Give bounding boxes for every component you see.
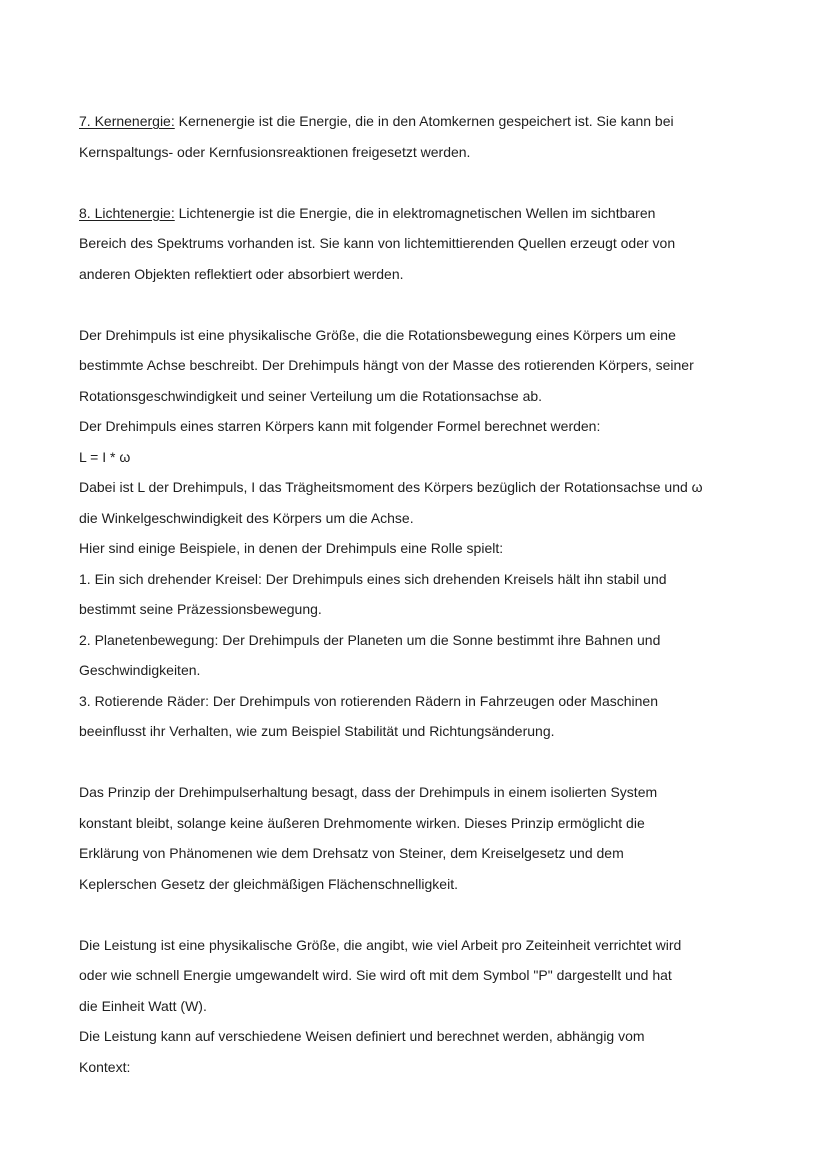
text-line: bestimmt seine Präzessionsbewegung. — [79, 601, 322, 617]
text-line: Kontext: — [79, 1058, 131, 1075]
text-line: Rotationsgeschwindigkeit und seiner Verteilung um die Rotationsachse ab. — [79, 387, 543, 404]
paragraph-spacer — [79, 167, 768, 198]
text-line: konstant bleibt, solange keine äußeren Drehmomente wirken. Dieses Prinzip ermöglicht die — [79, 814, 645, 831]
text-line: beeinflusst ihr Verhalten, wie zum Beispiel Stabilität und Richtungsänderung. — [79, 723, 555, 739]
text-line: Erklärung von Phänomenen wie dem Drehsatz von Steiner, dem Kreiselgesetz und dem — [79, 845, 624, 861]
text-line — [79, 106, 768, 137]
text-line: Der Drehimpuls eines starren Körpers kann mit folgender Formel berechnet werden: — [79, 418, 601, 434]
formula-line: L = I * ω — [79, 448, 131, 465]
text-line: anderen Objekten reflektiert oder absorbiert werden. — [79, 265, 404, 282]
lichtenergie-section — [79, 198, 768, 290]
text-line: oder wie schnell Energie umgewandelt wird. Sie wird oft mit dem Symbol "P" dargestellt und hat — [79, 967, 672, 983]
section-heading: 8. Lichtenergie: — [79, 204, 175, 221]
text-line: Keplerschen Gesetz der gleichmäßigen Flächenschnelligkeit. — [79, 875, 458, 892]
paragraph-spacer — [79, 899, 768, 930]
drehimpuls-section — [79, 320, 768, 747]
list-item: 3. Rotierende Räder: Der Drehimpuls von rotierenden Rädern in Fahrzeugen oder Maschinen — [79, 692, 658, 709]
text-line — [79, 198, 768, 229]
text-line: die Winkelgeschwindigkeit des Körpers um die Achse. — [79, 509, 414, 526]
kernenergie-section — [79, 106, 768, 167]
text-line: Geschwindigkeiten. — [79, 662, 201, 678]
leistung-section — [79, 930, 768, 1083]
text-run: Kernenergie ist die Energie, die in den Atomkernen gespeichert ist. Sie kann bei — [174, 113, 674, 129]
text-line: bestimmte Achse beschreibt. Der Drehimpuls hängt von der Masse des rotierenden Körpers, seiner — [79, 357, 694, 373]
section-heading: 7. Kernenergie: — [79, 113, 175, 129]
text-run: Lichtenergie ist die Energie, die in elektromagnetischen Wellen im sichtbaren — [174, 204, 656, 221]
text-line: Bereich des Spektrums vorhanden ist. Sie kann von lichtemittierenden Quellen erzeugt oder von — [79, 235, 676, 251]
drehimpulserhaltung-section — [79, 777, 768, 899]
text-line: Hier sind einige Beispiele, in denen der Drehimpuls eine Rolle spielt: — [79, 540, 504, 556]
text-line: die Einheit Watt (W). — [79, 997, 207, 1014]
text-line: Die Leistung ist eine physikalische Größe, die angibt, wie viel Arbeit pro Zeiteinheit verrichtet wird — [79, 936, 682, 953]
text-line: Der Drehimpuls ist eine physikalische Größe, die die Rotationsbewegung eines Körpers um eine — [79, 326, 676, 343]
list-item: 1. Ein sich drehender Kreisel: Der Drehimpuls eines sich drehenden Kreisels hält ihn stabil und — [79, 570, 667, 587]
list-item: 2. Planetenbewegung: Der Drehimpuls der Planeten um die Sonne bestimmt ihre Bahnen und — [79, 631, 661, 648]
paragraph-spacer — [79, 747, 768, 778]
paragraph-spacer — [79, 289, 768, 320]
text-line: Dabei ist L der Drehimpuls, I das Trägheitsmoment des Körpers bezüglich der Rotationsachse und ω — [79, 479, 703, 495]
text-line: Kernspaltungs- oder Kernfusionsreaktionen freigesetzt werden. — [79, 143, 471, 160]
text-line: Die Leistung kann auf verschiedene Weisen definiert und berechnet werden, abhängig vom — [79, 1028, 645, 1044]
text-line: Das Prinzip der Drehimpulserhaltung besagt, dass der Drehimpuls in einem isolierten System — [79, 784, 658, 800]
